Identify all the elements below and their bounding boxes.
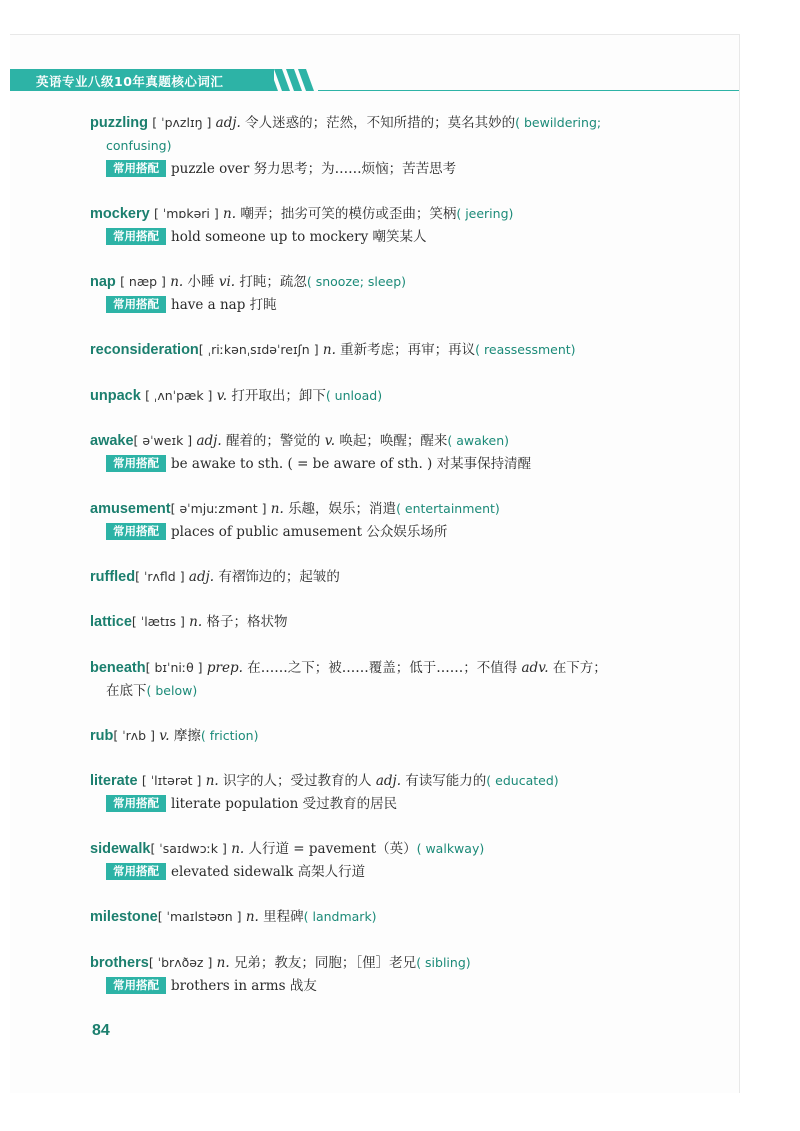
page-number: 84	[92, 1022, 110, 1039]
headword: lattice	[90, 614, 132, 630]
definition: 有褶饰边的；起皱的	[218, 569, 340, 585]
header-stripes	[262, 69, 318, 91]
definition: 识字的人；受过教育的人	[223, 773, 372, 789]
phonetic: [ næp ]	[120, 274, 166, 289]
synonyms: ( entertainment)	[396, 501, 500, 516]
headword: mockery	[90, 206, 150, 222]
vocab-entry	[90, 339, 700, 361]
collocation-text: be awake to sth. ( = be aware of sth. ) 对某事保持清醒	[171, 456, 532, 472]
part-of-speech: v.	[216, 388, 228, 404]
vocab-entry	[90, 611, 700, 633]
collocation-text: elevated sidewalk 高架人行道	[171, 864, 366, 880]
definition-2: 在下方；	[552, 660, 607, 676]
page-sheet	[10, 34, 740, 1093]
collocation-line	[106, 226, 716, 248]
definition-3: 在底下	[106, 683, 147, 699]
synonyms: ( jeering)	[456, 206, 514, 221]
collocation-tag: 常用搭配	[106, 795, 166, 812]
vocab-entry	[90, 770, 700, 815]
definition: 打开取出；卸下	[231, 388, 326, 404]
headword: reconsideration	[90, 342, 199, 358]
collocation-line	[106, 521, 716, 543]
headword: amusement	[90, 501, 171, 517]
vocab-entry	[90, 203, 700, 248]
synonyms: ( friction)	[200, 728, 259, 743]
part-of-speech: n.	[245, 909, 259, 925]
synonyms: ( awaken)	[447, 433, 510, 448]
collocation-text: places of public amusement 公众娱乐场所	[171, 524, 448, 540]
phonetic: [ ˈmɒkəri ]	[153, 206, 219, 221]
vocab-entry	[90, 430, 700, 475]
vocab-entry	[90, 952, 700, 997]
definition: 醒着的；警觉的	[225, 433, 321, 449]
collocation-line	[106, 975, 716, 997]
definition: 兄弟；教友；同胞；［俚］老兄	[233, 955, 417, 971]
collocation-line	[106, 158, 716, 180]
definition: 格子；格状物	[206, 614, 288, 630]
collocation-text: have a nap 打盹	[171, 297, 277, 313]
vocab-entry	[90, 112, 700, 180]
collocation-tag: 常用搭配	[106, 296, 166, 313]
headword: literate	[90, 773, 138, 789]
phonetic: [ ˈlætɪs ]	[131, 614, 185, 629]
phonetic: [ ˈpʌzlɪŋ ]	[152, 115, 212, 130]
part-of-speech: adj.	[196, 433, 222, 449]
part-of-speech: v.	[159, 728, 170, 744]
vocab-entry	[90, 385, 700, 407]
collocation-text: literate population 受过教育的居民	[171, 796, 398, 812]
definition: 在……之下；被……覆盖；低于……；不值得	[247, 660, 518, 676]
vocab-entry	[90, 271, 700, 316]
definition: 摩擦	[173, 728, 201, 744]
headword: milestone	[90, 909, 158, 925]
collocation-tag: 常用搭配	[106, 523, 166, 540]
part-of-speech-2: vi.	[218, 274, 236, 290]
phonetic: [ əˈweɪk ]	[133, 433, 193, 448]
definition-2: 打盹；疏忽	[239, 274, 307, 290]
part-of-speech: adj.	[215, 115, 241, 131]
phonetic: [ ˈlɪtərət ]	[141, 773, 202, 788]
synonyms: ( bewildering;	[515, 115, 602, 130]
collocation-line	[106, 453, 716, 475]
part-of-speech: n.	[270, 501, 284, 517]
headword: rub	[90, 728, 114, 744]
part-of-speech: n.	[322, 342, 336, 358]
vocab-entry	[90, 657, 700, 702]
part-of-speech-2: v.	[324, 433, 336, 449]
headword: awake	[90, 433, 134, 449]
collocation-text: puzzle over 努力思考；为……烦恼；苦苦思考	[171, 161, 457, 177]
phonetic: [ ˈbrʌðəz ]	[148, 955, 213, 970]
vocab-entry	[90, 838, 700, 883]
definition: 令人迷惑的；茫然，不知所措的；莫名其妙的	[245, 115, 516, 131]
phonetic: [ ˌʌnˈpæk ]	[145, 388, 213, 403]
vocab-entry	[90, 725, 700, 747]
collocation-tag: 常用搭配	[106, 228, 166, 245]
collocation-tag: 常用搭配	[106, 863, 166, 880]
vocab-entry	[90, 566, 700, 588]
phonetic: [ ˈrʌfld ]	[135, 569, 185, 584]
collocation-line	[106, 793, 716, 815]
definition: 里程碑	[263, 909, 304, 925]
collocation-text: brothers in arms 战友	[171, 978, 317, 994]
definition: 小睡	[187, 274, 215, 290]
part-of-speech-2: adv.	[521, 660, 549, 676]
running-header-title: 英语专业八级10年真题核心词汇	[36, 74, 224, 89]
part-of-speech: n.	[231, 841, 245, 857]
part-of-speech: adj.	[188, 569, 215, 585]
synonyms: ( landmark)	[303, 909, 377, 924]
definition: 人行道 = pavement（英）	[248, 841, 417, 857]
phonetic: [ ˈsaɪdwɔːk ]	[150, 841, 227, 856]
part-of-speech: n.	[216, 955, 230, 971]
phonetic: [ bɪˈniːθ ]	[145, 660, 203, 675]
collocation-tag: 常用搭配	[106, 160, 166, 177]
part-of-speech: n.	[189, 614, 203, 630]
vocab-entry	[90, 906, 700, 928]
phonetic: [ ˈmaɪlstəʊn ]	[157, 909, 242, 924]
synonyms: ( sibling)	[416, 955, 471, 970]
collocation-tag: 常用搭配	[106, 977, 166, 994]
definition: 乐趣，娱乐；消遣	[288, 501, 397, 517]
definition-2: 有读写能力的	[405, 773, 487, 789]
headword: puzzling	[90, 115, 148, 131]
part-of-speech: n.	[170, 274, 184, 290]
part-of-speech: n.	[205, 773, 219, 789]
part-of-speech: n.	[223, 206, 237, 222]
headword: beneath	[90, 660, 146, 676]
synonyms: ( walkway)	[416, 841, 485, 856]
synonyms: ( reassessment)	[475, 342, 576, 357]
definition-continued	[106, 680, 716, 702]
collocation-tag: 常用搭配	[106, 455, 166, 472]
collocation-line	[106, 294, 716, 316]
synonyms: ( snooze; sleep)	[306, 274, 407, 289]
headword: brothers	[90, 955, 149, 971]
synonyms: ( below)	[146, 683, 198, 698]
synonyms: ( unload)	[325, 388, 383, 403]
collocation-text: hold someone up to mockery 嘲笑某人	[171, 229, 427, 245]
phonetic: [ əˈmjuːzmənt ]	[170, 501, 267, 516]
header-rule	[318, 90, 739, 91]
vocab-entry	[90, 498, 700, 543]
synonyms: ( educated)	[486, 773, 559, 788]
headword: ruffled	[90, 569, 136, 585]
headword: nap	[90, 274, 116, 290]
headword: unpack	[90, 388, 141, 404]
phonetic: [ ˈrʌb ]	[113, 728, 155, 743]
collocation-line	[106, 861, 716, 883]
part-of-speech-2: adj.	[375, 773, 401, 789]
definition-2: 唤起；唤醒；醒来	[339, 433, 448, 449]
definition: 嘲弄；拙劣可笑的模仿或歪曲；笑柄	[240, 206, 457, 222]
part-of-speech: prep.	[206, 660, 243, 676]
phonetic: [ ˌriːkənˌsɪdəˈreɪʃn ]	[198, 342, 319, 357]
headword: sidewalk	[90, 841, 151, 857]
synonyms-continued: confusing)	[106, 138, 172, 153]
definition: 重新考虑；再审；再议	[340, 342, 476, 358]
